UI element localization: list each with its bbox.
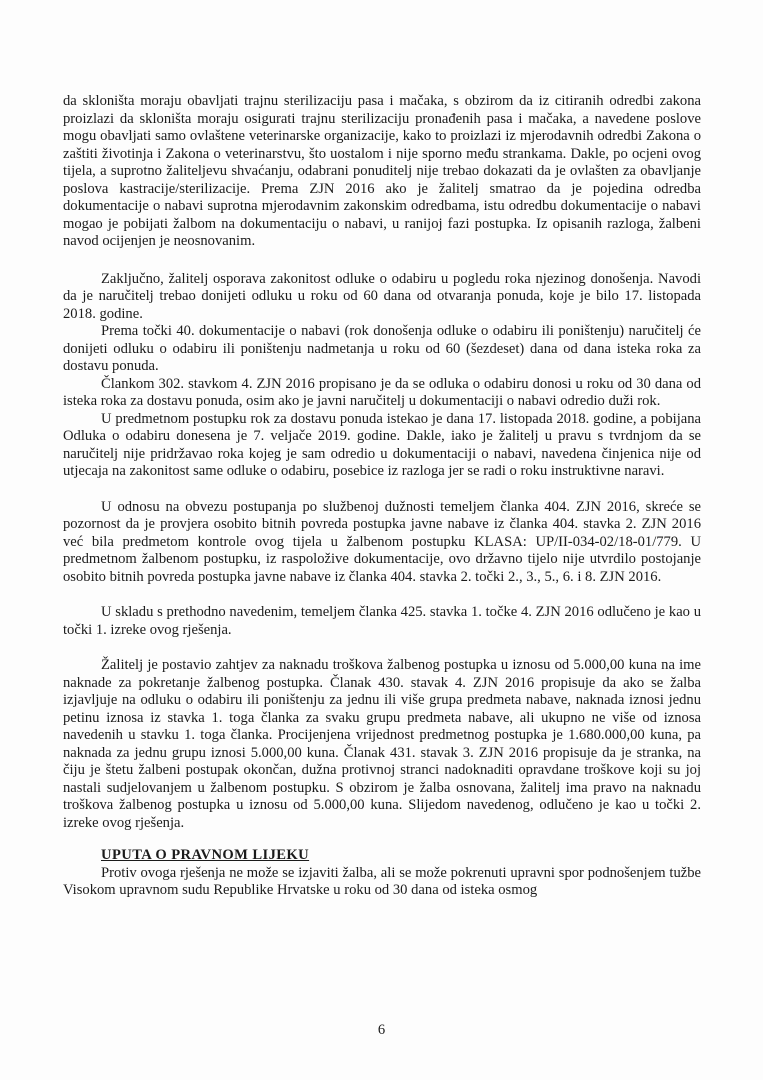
paragraph-odluka-tocka-1: U skladu s prethodno navedenim, temeljem članka 425. stavka 1. točke 4. ZJN 2016 odlučeno je kao u točki 1. izreke ovog rješenja.	[63, 604, 701, 638]
paragraph-tocka-40: Prema točki 40. dokumentacije o nabavi (rok donošenja odluke o odabiru ili poništenju) naručitelj će donijeti odluku o odabiru ili poništenju nadmetanja u roku od 60 (šezdeset) dana od dana isteka roka za dostavu ponuda.	[63, 323, 701, 374]
section-heading-text: UPUTA O PRAVNOM LIJEKU	[101, 847, 310, 863]
section-heading	[101, 847, 701, 865]
paragraph-troskovi: Žalitelj je postavio zahtjev za naknadu troškova žalbenog postupka u iznosu od 5.000,00 kuna na ime naknade za pokretanje žalbenog postupka. Članak 430. stavak 4. ZJN 2016 propisuje da ako se žalba izjavljuje na odluku o odabiru ili poništenju za jednu ili više grupa predmeta nabave, naknada iznosi jednu petinu iznosa iz stavka 1. toga članka za svaku grupu predmeta nabave, ali ukupno ne više od iznosa navedenih u stavku 1. toga članka. Procijenjena vrijednost predmetnog postupka je 1.680.000,00 kuna, pa naknada za jednu grupu iznosi 5.000,00 kuna. Članak 431. stavak 3. ZJN 2016 propisuje da je stranka, na čiju je štetu žalbeni postupak okončan, dužna protivnoj stranci nadoknaditi opravdane troškove koji su joj nastali sudjelovanjem u žalbenom postupku. S obzirom je žalba osnovana, žalitelj ima pravo na naknadu troškova žalbenog postupka u iznosu od 5.000,00 kuna. Slijedom navedenog, odlučeno je kao u točki 2. izreke ovog rješenja.	[63, 657, 701, 831]
page-number: 6	[377, 1022, 386, 1038]
paragraph-clanak-302: Člankom 302. stavkom 4. ZJN 2016 propisano je da se odluka o odabiru donosi u roku od 30 dana od isteka roka za dostavu ponuda, osim ako je javni naručitelj u dokumentaciji o nabavi odredio duži rok.	[63, 375, 701, 409]
paragraph-continuation: da skloništa moraju obavljati trajnu sterilizaciju pasa i mačaka, s obzirom da iz citiranih odredbi zakona proizlazi da skloništa moraju osigurati trajnu sterilizaciju pronađenih pasa i mačaka, a navedene poslove mogu obavljati samo ovlaštene veterinarske organizacije, kako to proizlazi iz mjerodavnih odredbi Zakona o zaštiti životinja i Zakona o veterinarstvu, što uostalom i nije sporno među strankama. Dakle, po ocjeni ovog tijela, a suprotno žaliteljevu shvaćanju, odabrani ponuditelj nije trebao dokazati da je ovlašten za obavljanje poslova kastracije/sterilizacije. Prema ZJN 2016 ako je žalitelj smatrao da je pojedina odredba dokumentacije o nabavi suprotna mjerodavnim zakonskim odredbama, istu odredbu dokumentacije o nabavi mogao je pobijati žalbom na dokumentaciju o nabavi, u ranijoj fazi postupka. Iz opisanih razloga, žalbeni navod ocijenjen je neosnovanim.	[63, 93, 701, 249]
paragraph-predmetni-postupak: U predmetnom postupku rok za dostavu ponuda istekao je dana 17. listopada 2018. godine, a pobijana Odluka o odabiru donesena je 7. veljače 2019. godine. Dakle, iako je žalitelj u pravu s tvrdnjom da se naručitelj nije pridržavao roka kojeg je sam odredio u dokumentaciji o nabavi, navedena činjenica nije od utjecaja na zakonitost same odluke o odabiru, posebice iz razloga jer se radi o roku instruktivne naravi.	[63, 410, 701, 479]
paragraph-sluzbena-duznost: U odnosu na obvezu postupanja po službenoj dužnosti temeljem članka 404. ZJN 2016, skreće se pozornost da je provjera osobito bitnih povreda postupka javne nabave iz članka 404. stavka 2. ZJN 2016 već bila predmetom kontrole ovog tijela u žalbenom postupku KLASA: UP/II-034-02/18-01/779. U predmetnom žalbenom postupku, iz raspoložive dokumentacije, ovo državno tijelo nije utvrdilo postojanje osobito bitnih povreda postupka javne nabave iz članka 404. stavka 2. točki 2., 3., 5., 6. i 8. ZJN 2016.	[63, 498, 701, 585]
paragraph-zakljucno: Zaključno, žalitelj osporava zakonitost odluke o odabiru u pogledu roka njezinog donošenja. Navodi da je naručitelj trebao donijeti odluku u roku od 60 dana od otvaranja ponuda, koje je bilo 17. listopada 2018. godine.	[63, 270, 701, 322]
paragraph-pravni-lijek: Protiv ovoga rješenja ne može se izjaviti žalba, ali se može pokrenuti upravni spor podnošenjem tužbe Visokom upravnom sudu Republike Hrvatske u roku od 30 dana od isteka osmog	[63, 864, 701, 898]
